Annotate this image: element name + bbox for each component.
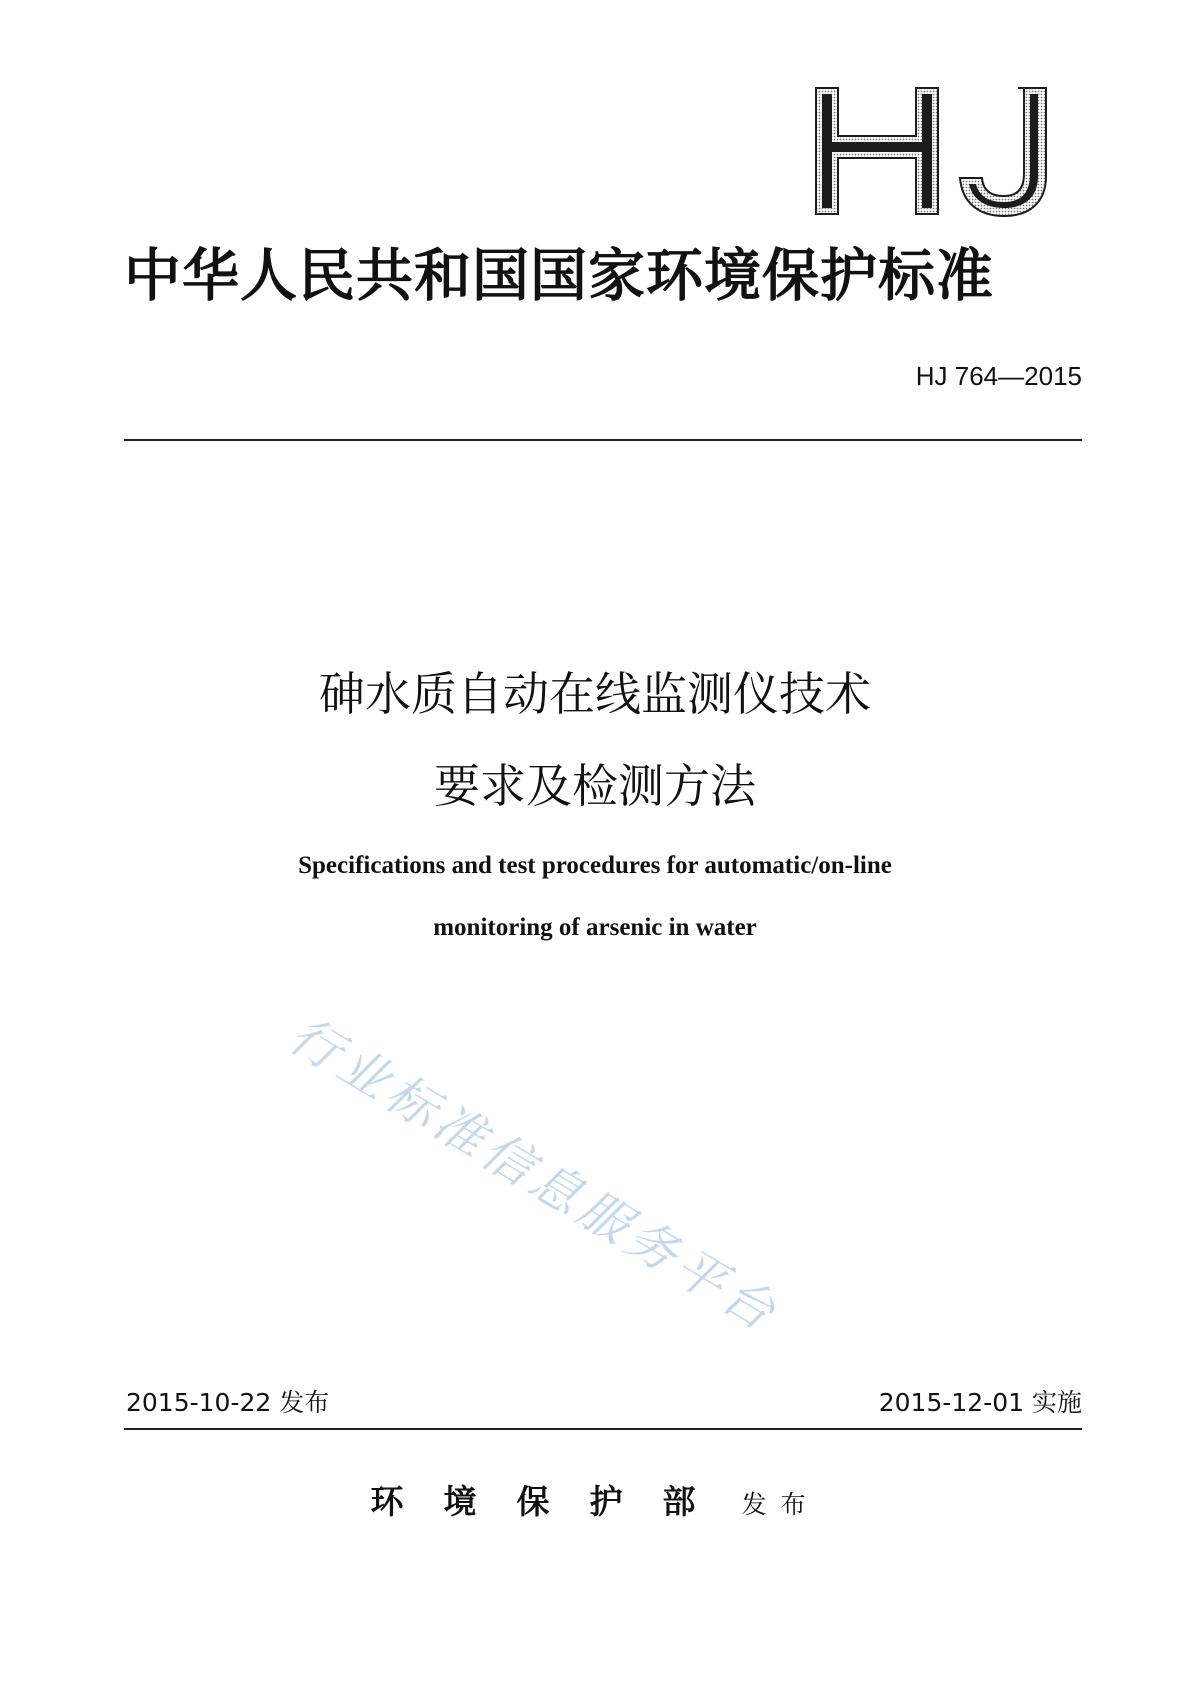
title-en-line1: Specifications and test procedures for automatic/on-line [298,852,892,879]
watermark: 行业标准信息服务平台 [279,1005,790,1344]
standard-number: HJ 764—2015 [915,361,1082,391]
hj-logo [812,84,1052,218]
logo-letter-h [816,88,938,214]
publisher-action: 发布 [741,1490,820,1519]
issue-date: 2015-10-22 发布 [126,1388,330,1417]
footer-divider [124,1428,1082,1430]
title-zh-line2: 要求及检测方法 [434,759,756,813]
logo-letter-j [960,88,1046,216]
title-zh-line1: 砷水质自动在线监测仪技术 [319,667,871,721]
header-divider [124,439,1082,441]
org-title: 中华人民共和国国家环境保护标准 [124,243,994,309]
title-en-line2: monitoring of arsenic in water [433,914,757,941]
publisher-name: 环境保护部 [370,1482,736,1521]
publisher-line [0,1480,1190,1527]
implementation-date: 2015-12-01 实施 [878,1388,1082,1417]
